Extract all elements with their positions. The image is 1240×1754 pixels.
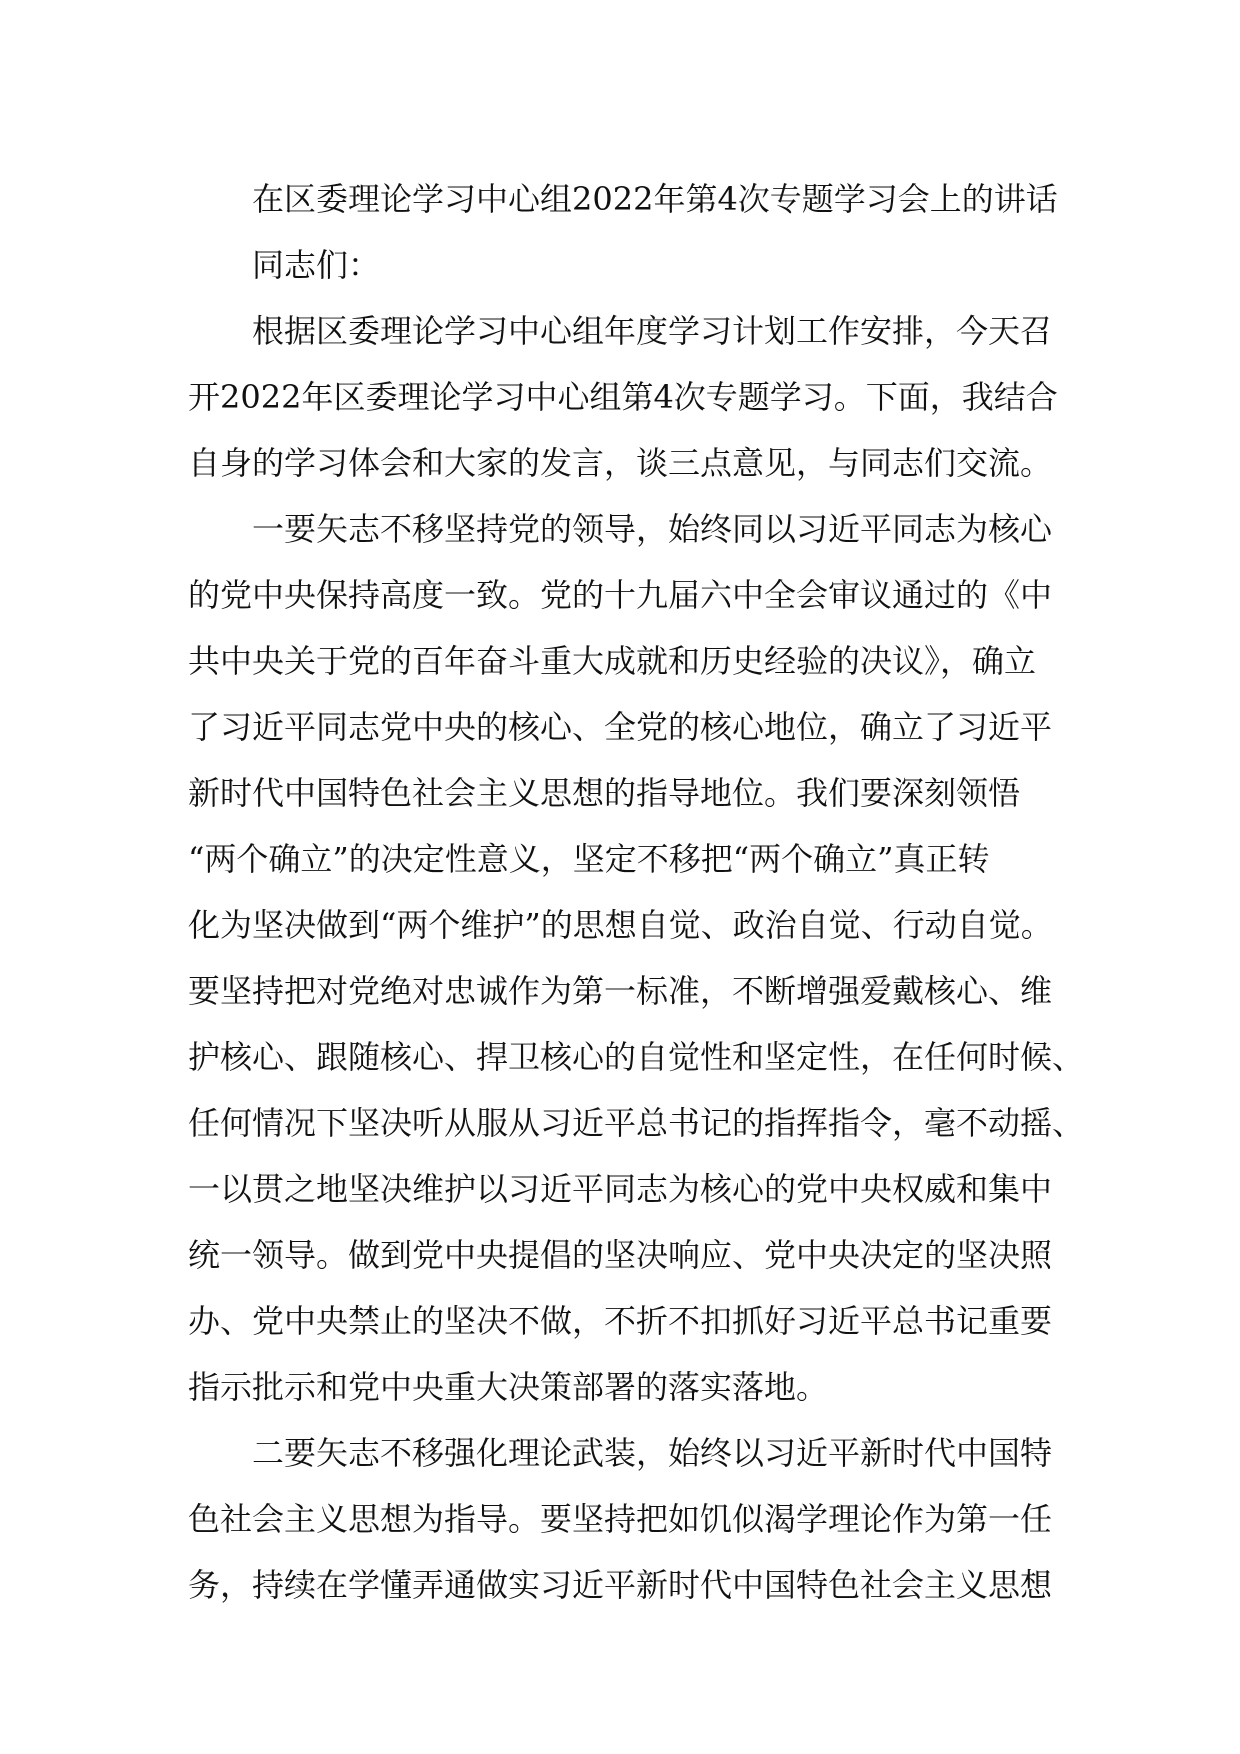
paragraph-3 xyxy=(188,1420,1060,1618)
paragraph-line: 指示批示和党中央重大决策部署的落实落地。 xyxy=(188,1368,829,1406)
paragraph-2 xyxy=(188,496,1085,1420)
paragraph-line: 统一领导。做到党中央提倡的坚决响应、党中央决定的坚决照 xyxy=(188,1236,1053,1274)
paragraph-line: 二要矢志不移强化理论武装，始终以习近平新时代中国特 xyxy=(252,1434,1053,1472)
document-title: 在区委理论学习中心组2022年第4次专题学习会上的讲话 xyxy=(252,180,1058,218)
paragraph-line: 了习近平同志党中央的核心、全党的核心地位，确立了习近平 xyxy=(188,708,1053,746)
paragraph-line: 的党中央保持高度一致。党的十九届六中全会审议通过的《中 xyxy=(188,576,1053,614)
paragraph-line: 共中央关于党的百年奋斗重大成就和历史经验的决议》，确立 xyxy=(188,642,1037,680)
paragraph-line: 根据区委理论学习中心组年度学习计划工作安排，今天召 xyxy=(252,312,1053,350)
paragraph-line: 任何情况下坚决听从服从习近平总书记的指挥指令，毫不动摇、 xyxy=(188,1104,1085,1142)
salutation: 同志们： xyxy=(252,246,381,284)
paragraph-line: 自身的学习体会和大家的发言，谈三点意见，与同志们交流。 xyxy=(188,444,1053,482)
paragraph-line: 一以贯之地坚决维护以习近平同志为核心的党中央权威和集中 xyxy=(188,1170,1053,1208)
document-body xyxy=(188,166,1085,1618)
paragraph-line: 化为坚决做到“两个维护”的思想自觉、政治自觉、行动自觉。 xyxy=(188,906,1053,944)
paragraph-line: 要坚持把对党绝对忠诚作为第一标准，不断增强爱戴核心、维 xyxy=(188,972,1053,1010)
paragraph-line: 办、党中央禁止的坚决不做，不折不扣抓好习近平总书记重要 xyxy=(188,1302,1053,1340)
paragraph-1 xyxy=(188,298,1060,496)
paragraph-line: 一要矢志不移坚持党的领导，始终同以习近平同志为核心 xyxy=(252,510,1053,548)
paragraph-line: 开2022年区委理论学习中心组第4次专题学习。下面，我结合 xyxy=(188,378,1058,416)
paragraph-line: 务，持续在学懂弄通做实习近平新时代中国特色社会主义思想 xyxy=(188,1566,1053,1604)
paragraph-line: 色社会主义思想为指导。要坚持把如饥似渴学理论作为第一任 xyxy=(188,1500,1053,1538)
paragraph-line: 新时代中国特色社会主义思想的指导地位。我们要深刻领悟 xyxy=(188,774,1021,812)
paragraph-line: 护核心、跟随核心、捍卫核心的自觉性和坚定性，在任何时候、 xyxy=(188,1038,1085,1076)
paragraph-line: “两个确立”的决定性意义，坚定不移把“两个确立”真正转 xyxy=(188,840,990,878)
